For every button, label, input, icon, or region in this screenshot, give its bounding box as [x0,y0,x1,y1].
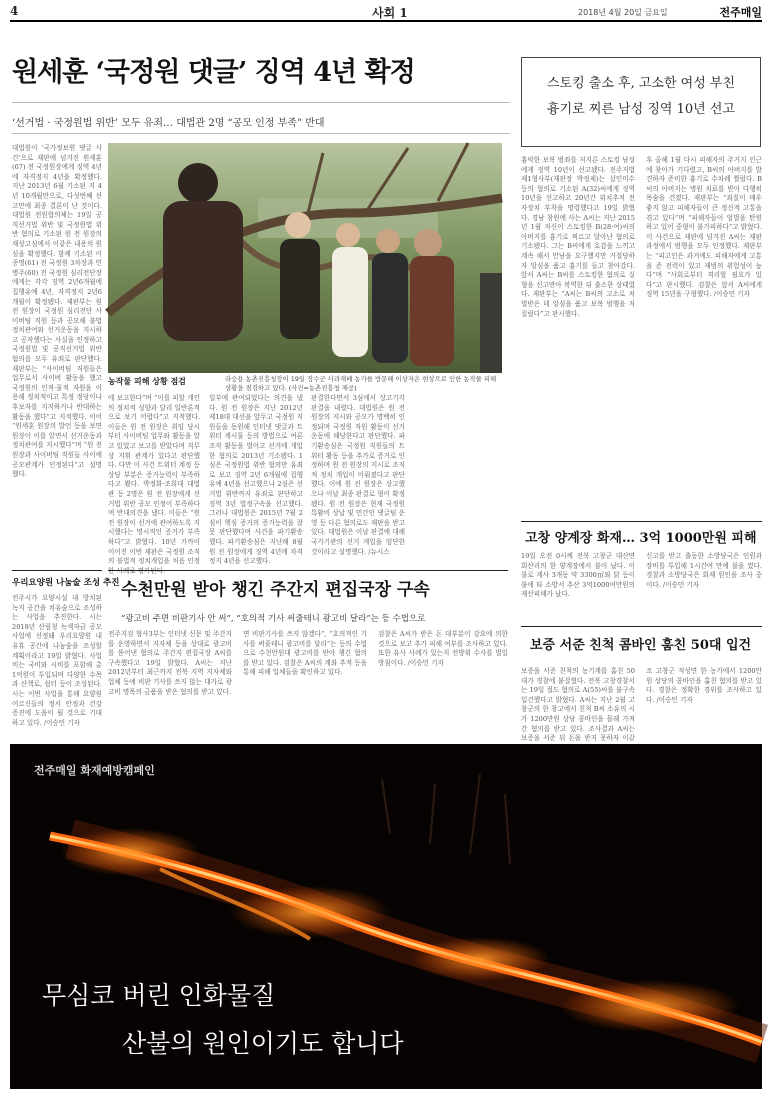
fire-body-col2: 신고를 받고 출동한 소방당국은 인원과 장비를 투입해 1시간여 만에 불을 껐다. 경찰과 소방당국은 화재 원인을 조사 중이다. /이승민 기자 [646,552,762,589]
bottom-body-col2: 면 비판기사를 쓰지 않겠다”, “호의적인 기사를 써줄테니 광고비를 달라”는 등의 수법으로 수천만원대 광고비를 받아 챙긴 혐의를 받고 있다. 검찰은 A씨의 계좌 추적 등을 통해 피해 업체들을 확인하고 있다. [243,630,367,677]
ad-slogan-line2: 산불의 원인이기도 합니다 [122,1029,404,1058]
lead-body-col3: 일부에 관여되었다는 의견을 냈다. 원 전 원장은 지난 2012년 제18대 대선을 앞두고 국정원 직원들을 동원해 인터넷 댓글과 트위터 게시물 등의 방법으로 여론 조작 활동을 벌이고 선거에 개입한 혐의로 2013년 기소됐다. 1심은 국정원법 위반 혐의만 유죄로 보고 징역 2년 6개월에 집행유예 4년을 선고했으나 2심은 선거법 위반까지 유죄로 판단하고 징역 3년 법정구속을 선고했다. 그러나 대법원은 2015년 7월 2심이 핵심 증거의 증거능력을 잘못 판단했다며 사건을 파기환송했다. 파기환송심은 지난해 8월 원 전 원장에게 징역 4년에 자격정지 4년을 선고했다. [209,394,303,566]
issue-date: 2018년 4월 20일 금요일 [578,8,668,17]
photo-label: 농작물 피해 상황 점검 [108,377,186,386]
lead-subheadline: ‘선거법 · 국정원법 위반’ 모두 유죄… 대법관 2명 “공모 인정 부족” 반대 [12,118,325,129]
side-headline-box [521,57,761,147]
section-name: 사회 1 [372,6,408,20]
orchard-photo [108,143,502,373]
theft-body-col1: 보증을 서준 친척의 농기계를 훔친 50대가 경찰에 붙잡혔다. 전북 고창경찰서는 19일 절도 혐의로 A(55)씨를 불구속 입건했다고 밝혔다. A씨는 지난 2월 고창군의 한 창고에서 친척 B씨 소유의 시가 1200만원 상당 콤바인을 몰래 가져간 혐의를 받고 있다. 조사결과 A씨는 보증을 서준 뒤 돈을 받지 못하자 이같 [521,667,635,743]
photo-caption: 라승용 농촌진흥청장이 19일 장수군 사과재배 농가를 방문해 이상저온 현상으로 인한 농작물 피해 상황을 점검하고 있다. (사진=농촌진흥청 제공) [225,375,497,392]
lead-body-col4: 판결한다면서 3심에서 상고기각 판결을 내렸다. 대법원은 원 전 원장의 지시와 공모가 명백히 인정되며 국정원 직원 활동이 선거운동에 해당한다고 판단했다. 파기환송심은 국정원 직원들의 트위터 활동 등을 추가로 증거로 인정하며 원 전 원장의 지시로 조직적 정치 개입이 이뤄졌다고 판단했다. 이에 원 전 원장은 상고했으나 이날 최종 판결로 형이 확정됐다. 원 전 원장은 현재 국정원 특활비 상납 및 민간인 댓글팀 운영 등 다른 혐의로도 재판을 받고 있다. 대법원은 이날 판결에 대해 국가기관의 선거 개입을 엄단한 것이라고 설명했다. /뉴시스 [311,394,405,556]
theft-headline: 보증 서준 친척 콤바인 훔친 50대 입건 [530,638,752,653]
divider [12,102,510,103]
lead-photo [108,143,502,373]
side-headline-line2: 흉기로 찌른 남성 징역 10년 선고 [547,102,735,117]
page-number: 4 [10,4,19,18]
lead-body-col2: 에 보고한다”며 “이를 피할 개인의 정치적 성향과 달리 일반론적으로 보기 어렵다”고 지적했다. 이들은 원 전 원장은 취임 당시부터 사이버팀 업무와 활동을 알고 있었고 보고를 받았다며 직무상 지휘 관계가 있다고 판단했다. 다만 이 사건 트위터 계정 등 상당 부분은 증거능력이 부족하다고 봤다. 박정화·조희대 대법관 등 2명은 원 전 원장에게 선거법 위반 공모 인정이 부족하다며 반대의견을 냈다. 이들은 “원 전 원장이 선거에 관여하도록 지시했다는 명시적인 증거가 부족하다”고 밝혔다. 10년 가까이 이어진 이번 재판은 국정원 조직의 불법적 정치개입을 처음 인정 [108,394,200,566]
ad-campaign-name: 전주매일 화재예방캠페인 [34,764,155,777]
side-body-col1: 흉악한 보복 범죄를 저지른 스토킹 남성에게 징역 10년이 선고됐다. 전주지법 제1형사부(재판장 박정제)는 살인미수 등의 혐의로 기소된 A(32)씨에게 징역 10년을 선고하고 20년간 위치추적 전자장치 부착을 명령했다고 19일 밝혔다. 경남 창원에 사는 A씨는 지난 2015년 1월 자신이 스토킹한 B(28·여)씨의 아버지를 흉기로 찌르고 달아난 혐의로 기소됐다. 그는 B씨에게 호감을 느끼고 계속 해서 만남을 요구했지만 거절당하자 앙심을 품고 흉기를 들고 찾아갔다. 앞서 A씨는 B씨를 스토킹한 혐의로 실형을 선고받아 복역한 뒤 출소한 상태였다. 재판부는 “A씨는 B씨의 고소로 처벌받은 데 앙심을 품고 보복 범행을 저질렀다”고 판시했다. [521,156,635,318]
brief-headline: 우리요양원 나눔술 조성 추진 [12,578,120,588]
divider [108,570,508,571]
brief-body: 전주시가 요양시설 내 방치된 녹지 공간을 치유숲으로 조성하는 사업을 추진한다. 시는 2018년 산림청 녹색자금 공모사업에 선정돼 우리요양원 내 유휴 공간에 나눔숲을 조성할 계획이라고 19일 밝혔다. 사업비는 국비와 시비를 포함해 총 1억원이 투입되며 다양한 수목과 산책로, 쉼터 등이 조성된다. 시는 이번 사업을 통해 요양원 어르신들의 정서 안정과 건강 증진에 도움이 될 것으로 기대하고 있다. /이승민 기자 [12,594,102,727]
theft-body-col2: 조 고창군 적성면 한 농가에서 1200만원 상당의 콤바인을 훔친 혐의를 받고 있다. 경찰은 정확한 경위를 조사하고 있다. /이승민 기자 [646,667,762,704]
side-headline-line1: 스토킹 출소 후, 고소한 여성 부친 [546,76,736,91]
fire-body-col1: 19일 오전 0시께 전북 고창군 대산면 회산리의 한 양계장에서 불이 났다. 이 불로 계사 3개동 약 3300㎡와 닭 등이 불에 타 소방서 추산 3억1000여만원의 재산피해가 났다. [521,552,635,599]
ad-slogan-line1: 무심코 버린 인화물질 [42,981,276,1010]
bottom-headline: 수천만원 받아 챙긴 주간지 편집국장 구속 [121,580,430,600]
bottom-subheadline: “광고비 주면 비판기사 안 써”, “호의적 기사 써줄테니 광고비 달라”는 등 수법으로 [121,614,426,624]
divider [12,570,102,571]
paper-name: 전주매일 [719,6,762,19]
divider [521,626,762,627]
lead-headline: 원세훈 ‘국정원 댓글’ 징역 4년 확정 [12,57,415,88]
masthead [10,4,762,22]
lead-body-col1: 대법원이 ‘국가정보원 댓글 사건’으로 재판에 넘겨진 원세훈(67) 전 국정원장에게 징역 4년에 자격정지 4년을 확정했다. 지난 2013년 6월 기소된 지 4년 10개월만으로, 다섯번째 선고만에 최종 결론이 난 것이다. 대법원 전원합의체는 19일 공직선거법 위반 및 국정원법 위반 혐의로 기소된 원 전 원장의 재상고심에서 이같은 내용의 원심을 확정했다. 함께 기소된 이종명(61) 전 국정원 3차장과 민병주(60) 전 국정원 심리전단장에게는 각각 징역 2년6개월에 집행유예 4년, 자격정지 2년6개월이 확정됐다. 재판부는 원 전 원장이 국정원 심리전단 사이버팀 직원 등과 공모해 불법 정치관여와 선거운동을 지시하고 공작했다는 사실을 인정하고 국정원법 및 공직선거법 위반 혐의를 모두 유죄로 판단했다. 재판부는 “사이버팀 직원들은 업무로서 사이버 활동을 했고 국정원의 인적·물적 자원을 이용해 정치적이고 특정 정당이나 후보자를 지지하거나 반대하는 활동을 했다”고 지적했다. 이어 “원세훈 원장의 발언 등을 보면 원장이 이를 알면서 선거운동과 정치관여를 지시했다”며 “원 전 원장과 사이버팀 직원들 사이에 공모관계가 인정된다”고 설명했다. [12,144,102,479]
fire-prevention-ad [10,744,762,1089]
side-body-col2: 후 올해 1월 다시 피해자의 주거지 인근에 찾아가 기다렸고, B씨의 아버지를 발견하자 준비한 흉기로 수차례 찔렀다. B씨의 아버지는 병원 치료를 받아 다행히 목숨을 건졌다. 재판부는 “죄질이 매우 좋지 않고 피해자들이 큰 정신적 고통을 겪고 있다”며 “피해자들이 엄벌을 탄원하고 있어 중형이 불가피하다”고 밝혔다. 이 사건으로 재판에 넘겨진 A씨는 재판 과정에서 범행을 모두 인정했다. 재판부는 “피고인은 과거에도 피해자에게 고통을 준 전력이 있고 재범의 위험성이 높다”며 “사회로부터 격리할 필요가 있다”고 판시했다. 검찰은 앞서 A씨에게 징역 15년을 구형했다. /이승민 기자 [646,156,762,299]
bottom-body-col1: 전주지검 형사3부는 인터넷 신문 및 주간지를 운영하면서 지자체 등을 상대로 광고비를 뜯어낸 혐의로 주간지 편집국장 A씨를 구속했다고 19일 밝혔다. A씨는 지난 2012년부터 최근까지 전북 지역 지자체와 업체 등에 비판 기사를 쓰지 않는 대가로 광고비 명목의 금품을 받은 혐의를 받고 있다. [108,630,232,696]
divider [521,521,762,522]
fire-headline: 고창 양계장 화재… 3억 1000만원 피해 [525,531,757,546]
bottom-body-col3: 검찰은 A씨가 받은 돈 대부분이 강요에 의한 것으로 보고 추가 피해 여부를 조사하고 있다. 또한 유사 사례가 있는지 전방위 수사를 벌일 방침이다. /이승민 기자 [378,630,508,667]
divider [12,133,510,134]
